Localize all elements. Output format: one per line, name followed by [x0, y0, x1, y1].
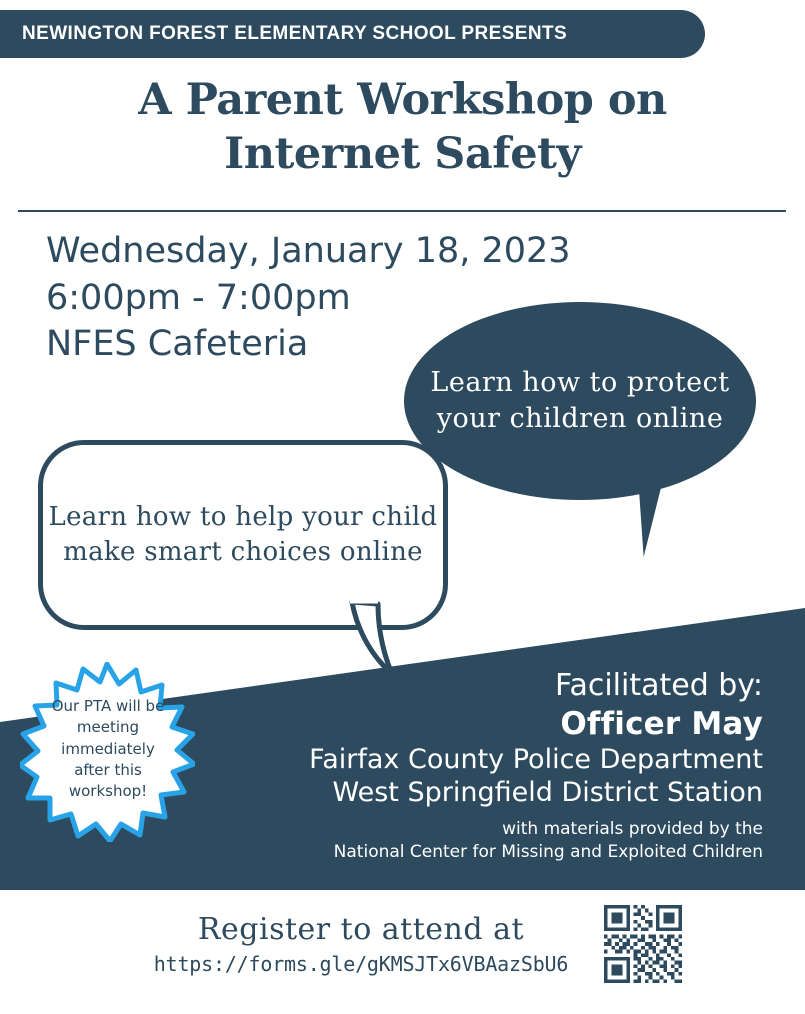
speech-bubble-filled-text: Learn how to protect your children online	[430, 367, 730, 434]
event-location: NFES Cafeteria	[46, 324, 309, 365]
pta-starburst-text: Our PTA will be meeting immediately after this workshop!	[51, 697, 165, 801]
register-title: Register to attend at	[197, 912, 525, 947]
header-banner-text: NEWINGTON FOREST ELEMENTARY SCHOOL PRESENTS	[22, 23, 568, 44]
facilitator-block	[203, 668, 763, 864]
register-pill	[92, 898, 716, 990]
header-banner	[0, 10, 705, 58]
qr-code-icon[interactable]	[604, 905, 682, 983]
speech-bubble-outline-text: Learn how to help your child make smart choices online	[48, 501, 438, 567]
pta-starburst	[20, 662, 195, 842]
title-line-2: Internet Safety	[224, 128, 581, 179]
register-url[interactable]: https://forms.gle/gKMSJTx6VBAazSbU6	[153, 952, 569, 976]
title-divider	[18, 210, 786, 212]
title-line-1: A Parent Workshop on	[138, 75, 667, 125]
materials-line-2: National Center for Missing and Exploited Children	[333, 842, 763, 863]
facilitator-label: Facilitated by:	[554, 668, 763, 703]
register-texts	[92, 912, 604, 976]
page-title	[0, 74, 805, 182]
event-time: 6:00pm - 7:00pm	[46, 277, 351, 318]
facilitator-name: Officer May	[560, 706, 763, 742]
facilitator-dept-line-2: West Springfield District Station	[332, 777, 763, 809]
facilitator-dept-line-1: Fairfax County Police Department	[309, 744, 763, 776]
materials-line-1: with materials provided by the	[502, 819, 763, 840]
speech-bubble-filled	[404, 302, 756, 500]
event-date: Wednesday, January 18, 2023	[46, 231, 571, 271]
